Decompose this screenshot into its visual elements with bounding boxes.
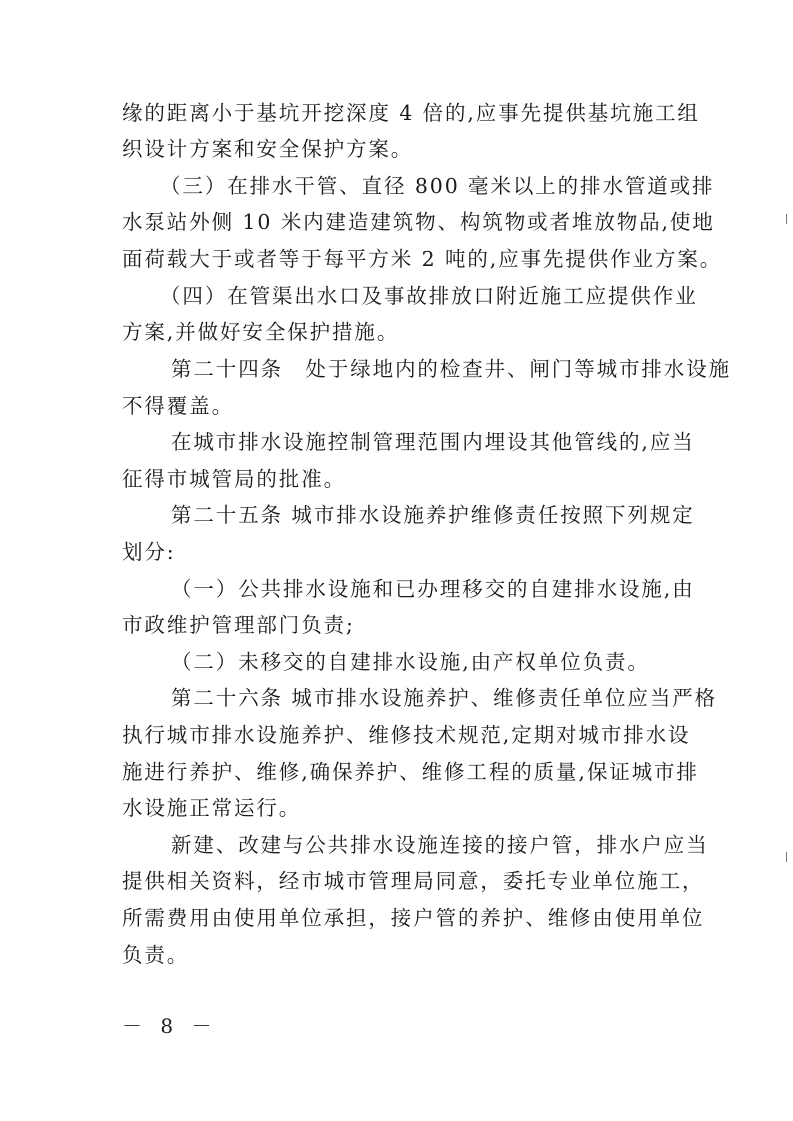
text-line-10: 在城市排水设施控制管理范围内埋设其他管线的,应当 [171,430,695,454]
text-line-8: 第二十四条 处于绿地内的检查井、闸门等城市排水设施 [171,357,731,381]
text-line-22: 提供相关资料，经市城市管理局同意，委托专业单位施工， [122,869,705,893]
text-line-3: （三）在排水干管、直径 800 毫米以上的排水管道或排 [160,174,715,198]
text-line-2: 织设计方案和安全保护方案。 [122,137,414,161]
text-line-14: （一）公共排水设施和已办理移交的自建排水设施,由 [171,577,695,601]
text-line-12: 第二十五条 城市排水设施养护维修责任按照下列规定 [171,503,695,527]
text-line-13: 划分: [122,540,176,564]
text-line-4: 水泵站外侧 10 米内建造建筑物、构筑物或者堆放物品,使地 [122,210,715,234]
text-line-7: 方案,并做好安全保护措施。 [122,320,400,344]
text-line-15: 市政维护管理部门负责; [122,613,355,637]
text-line-24: 负责。 [122,943,190,967]
text-line-6: （四）在管渠出水口及事故排放口附近施工应提供作业 [160,284,698,308]
text-line-11: 征得市城管局的批准。 [122,467,346,491]
scan-edge-mark [786,214,787,224]
text-line-23: 所需费用由使用单位承担，接户管的养护、维修由使用单位 [122,906,705,930]
text-line-5: 面荷载大于或者等于每平方米 2 吨的,应事先提供作业方案。 [122,247,723,271]
text-line-20: 水设施正常运行。 [122,796,302,820]
text-line-9: 不得覆盖。 [122,394,234,418]
page-number: － 8 － [122,1014,218,1038]
text-line-16: （二）未移交的自建排水设施,由产权单位负责。 [171,650,650,674]
scan-edge-mark [786,852,787,862]
text-line-17: 第二十六条 城市排水设施养护、维修责任单位应当严格 [171,686,718,710]
text-line-19: 施进行养护、维修,确保养护、维修工程的质量,保证城市排 [122,760,699,784]
text-line-1: 缘的距离小于基坑开挖深度 4 倍的,应事先提供基坑施工组 [122,101,700,125]
text-line-18: 执行城市排水设施养护、维修技术规范,定期对城市排水设 [122,723,691,747]
text-line-21: 新建、改建与公共排水设施连接的接户管，排水户应当 [171,833,709,857]
